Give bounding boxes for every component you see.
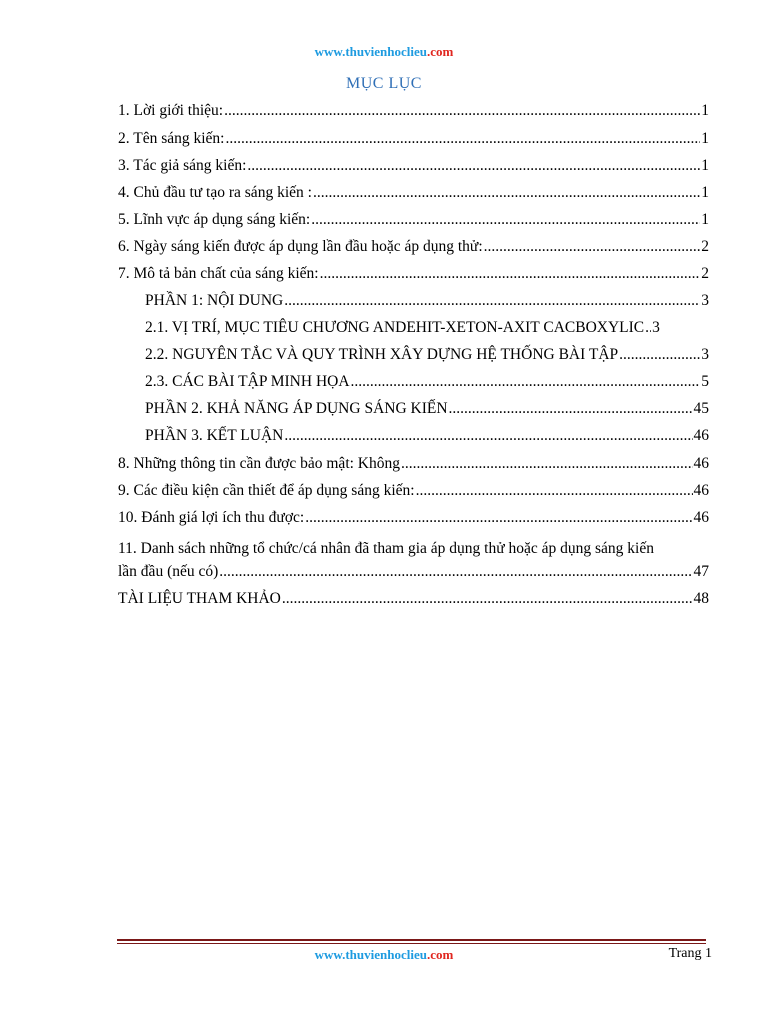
- toc-entry-2-1[interactable]: [145, 318, 709, 338]
- toc-entry-2-3[interactable]: [145, 372, 709, 392]
- toc-entry-label: 2.3. CÁC BÀI TẬP MINH HỌA: [145, 373, 350, 390]
- toc-entry-8[interactable]: [118, 454, 709, 474]
- toc-leader-dots: [282, 589, 693, 609]
- toc-entry-label: 1. Lời giới thiệu:: [118, 102, 224, 119]
- toc-entry-7[interactable]: [118, 264, 709, 284]
- toc-entry-label: PHẦN 1: NỘI DUNG: [145, 292, 284, 309]
- toc-entry-page: 48: [693, 590, 709, 607]
- footer-link-prefix: www.thuvienhoc: [314, 947, 407, 962]
- toc-entry-3[interactable]: [118, 156, 709, 176]
- toc-leader-dots: [401, 454, 693, 474]
- toc-leader-dots: [311, 210, 700, 230]
- header-link-prefix: www.thuvienhoc: [314, 44, 407, 59]
- toc-leader-dots: [645, 318, 651, 338]
- header-website-link[interactable]: [0, 44, 768, 60]
- toc-entry-label: 3. Tác giả sáng kiến:: [118, 157, 247, 174]
- toc-leader-dots: [449, 399, 693, 419]
- toc-entry-label: PHẦN 3. KẾT LUẬN: [145, 427, 284, 444]
- toc-entry-page: 46: [693, 427, 709, 444]
- toc-entry-page: 1: [701, 211, 709, 228]
- toc-leader-dots: [320, 264, 701, 284]
- toc-entry-9[interactable]: [118, 481, 709, 501]
- toc-leader-dots: [313, 183, 700, 203]
- toc-leader-dots: [416, 481, 693, 501]
- toc-entry-page: 1: [701, 157, 709, 174]
- toc-entry-page: 46: [693, 455, 709, 472]
- toc-entry-page: 45: [693, 400, 709, 417]
- toc-entry-page: 5: [701, 373, 709, 390]
- toc-entry-phan-3[interactable]: [145, 426, 709, 446]
- toc-entry-label-line2: lần đầu (nếu có): [118, 563, 219, 580]
- toc-entry-page: 46: [693, 482, 709, 499]
- footer-rule-thin: [117, 943, 706, 944]
- toc-entry-page: 2: [701, 238, 709, 255]
- toc-entry-label: 7. Mô tả bản chất của sáng kiến:: [118, 265, 319, 282]
- toc-entry-page: 2: [701, 265, 709, 282]
- toc-entry-2-2[interactable]: [145, 345, 709, 365]
- toc-leader-dots: [484, 237, 701, 257]
- toc-entry-page: 3: [701, 292, 709, 309]
- footer-link-mid: lieu: [406, 947, 427, 962]
- footer-rule-thick: [117, 939, 706, 941]
- header-link-suffix: .com: [426, 44, 454, 59]
- toc-entry-11[interactable]: [118, 535, 709, 562]
- toc-leader-dots: [351, 372, 701, 392]
- toc-entry-label: 8. Những thông tin cần được bảo mật: Không: [118, 455, 400, 472]
- header-link-mid: lieu: [406, 44, 427, 59]
- toc-entry-phan-2[interactable]: [145, 399, 709, 419]
- toc-entry-page: 46: [693, 509, 709, 526]
- footer-website-link[interactable]: [0, 947, 768, 963]
- toc-leader-dots: [284, 426, 692, 446]
- toc-entry-label: 2. Tên sáng kiến:: [118, 130, 225, 147]
- toc-entry-10[interactable]: [118, 508, 709, 528]
- toc-entry-label: 4. Chủ đầu tư tạo ra sáng kiến :: [118, 184, 312, 201]
- toc-entry-6[interactable]: [118, 237, 709, 257]
- toc-title: MỤC LỤC: [346, 75, 422, 92]
- toc-entry-5[interactable]: [118, 210, 709, 230]
- toc-entry-page: 3: [701, 346, 709, 363]
- toc-leader-dots: [247, 156, 700, 176]
- toc-entry-label: 2.1. VỊ TRÍ, MỤC TIÊU CHƯƠNG ANDEHIT-XETON-AXIT CACBOXYLIC: [145, 319, 645, 336]
- toc-entry-4[interactable]: [118, 183, 709, 203]
- toc-leader-dots: [219, 562, 692, 582]
- toc-entry-phan-1[interactable]: [145, 291, 709, 311]
- toc-entry-label: 6. Ngày sáng kiến được áp dụng lần đầu hoặc áp dụng thử:: [118, 238, 483, 255]
- toc-entry-page: 47: [693, 563, 709, 580]
- toc-leader-dots: [225, 129, 700, 149]
- footer-link-suffix: .com: [426, 947, 454, 962]
- toc-entry-page: 1: [701, 130, 709, 147]
- toc-leader-dots: [284, 291, 700, 311]
- toc-leader-dots: [224, 101, 700, 121]
- toc-entry-11-cont[interactable]: [118, 562, 709, 582]
- toc-entry-2[interactable]: [118, 129, 709, 149]
- toc-entry-page: 1: [701, 184, 709, 201]
- page-number: Trang 1: [668, 946, 712, 961]
- toc-entry-label: 9. Các điều kiện cần thiết để áp dụng sáng kiến:: [118, 482, 415, 499]
- toc-entry-label: TÀI LIỆU THAM KHẢO: [118, 590, 281, 607]
- toc-leader-dots: [619, 345, 700, 365]
- toc-entry-page: 1: [701, 102, 709, 119]
- toc-entry-label: 5. Lĩnh vực áp dụng sáng kiến:: [118, 211, 311, 228]
- toc-entry-1[interactable]: [118, 101, 709, 121]
- toc-entry-page: 3: [652, 319, 660, 336]
- toc-entry-references[interactable]: [118, 589, 709, 609]
- toc-leader-dots: [305, 508, 692, 528]
- toc-entry-label: PHẦN 2. KHẢ NĂNG ÁP DỤNG SÁNG KIẾN: [145, 400, 448, 417]
- toc-entry-label: 2.2. NGUYÊN TẮC VÀ QUY TRÌNH XÂY DỰNG HỆ THỐNG BÀI TẬP: [145, 346, 619, 363]
- toc-entry-label-line1: 11. Danh sách những tổ chức/cá nhân đã tham gia áp dụng thử hoặc áp dụng sáng kiến: [118, 540, 654, 557]
- toc-entry-label: 10. Đánh giá lợi ích thu được:: [118, 509, 305, 526]
